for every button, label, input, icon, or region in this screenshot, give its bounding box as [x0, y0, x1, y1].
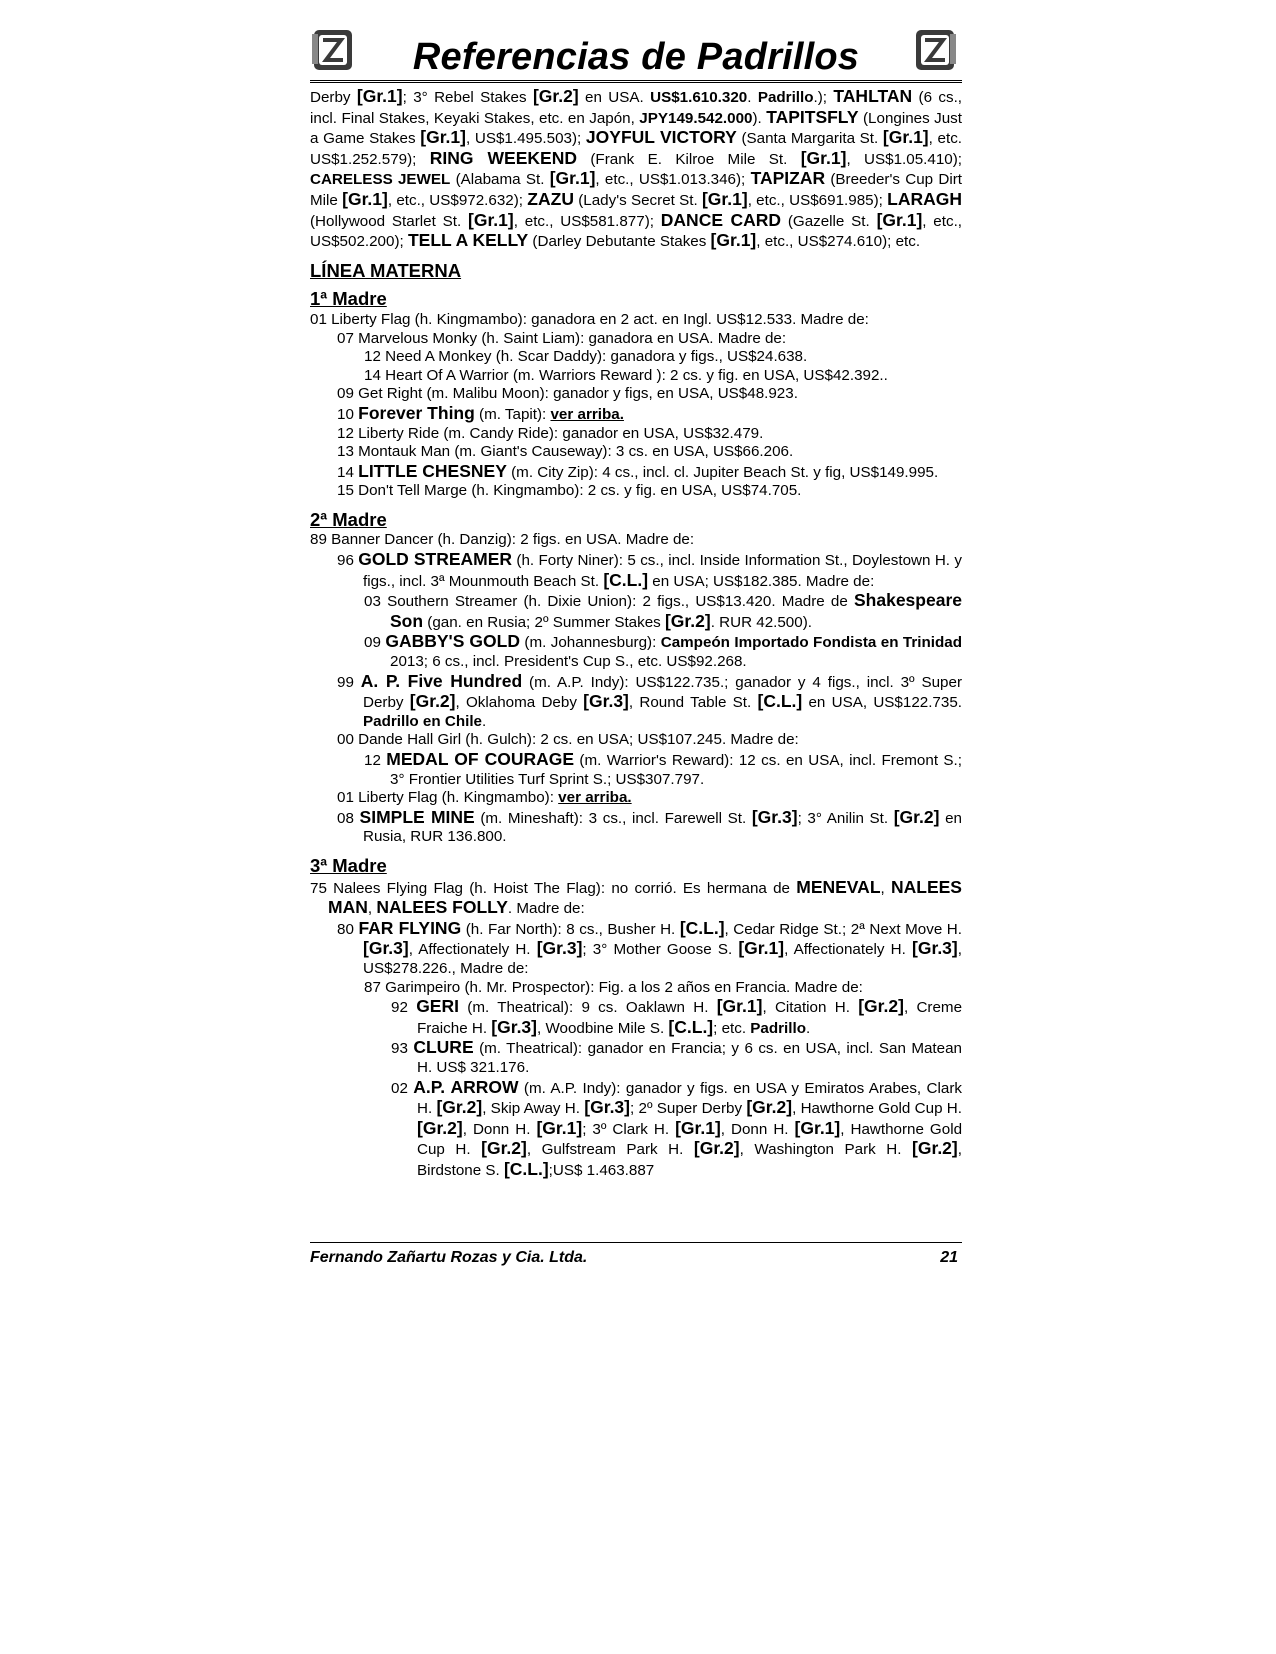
- pedigree-entry: 01 Liberty Flag (h. Kingmambo): ver arriba.: [337, 789, 632, 807]
- pedigree-entry: 12 Need A Monkey (h. Scar Daddy): ganadora y figs., US$24.638.: [364, 348, 808, 366]
- grade-label: [Gr.3]: [583, 691, 629, 712]
- grade-label: [C.L.]: [679, 917, 725, 938]
- horse-name: TAPITSFLY: [766, 106, 859, 127]
- pedigree-entry: 92 GERI (m. Theatrical): 9 cs. Oaklawn H. [Gr.1], Citation H. [Gr.2], Creme Fraiche H. [Gr.3], Woodbine Mile S. [C.L.]; etc. Padrillo.: [391, 996, 963, 1037]
- pedigree-entry: 02 A.P. ARROW (m. A.P. Indy): ganador y figs. en USA y Emiratos Arabes, Clark H. [Gr.2], Skip Away H. [Gr.3]; 2º Super Derby [Gr.2], Hawthorne Gold Cup H. [Gr.2], Donn H. [Gr.1]; 3º Clark H. [Gr.1], Donn H. [Gr.1], Hawthorne Gold Cup H. [Gr.2], Gulfstream Park H. [Gr.2], Washington Park H. [Gr.2], Birdstone S. [C.L.];US$ 1.463.887: [391, 1076, 963, 1179]
- pedigree-entry: 12 Liberty Ride (m. Candy Ride): ganador en USA, US$32.479.: [337, 424, 764, 442]
- madre-section-2: [310, 508, 962, 847]
- grade-label: [Gr.2]: [481, 1138, 527, 1159]
- madre-section-3: [310, 854, 963, 1181]
- grade-label: [Gr.3]: [491, 1016, 537, 1037]
- grade-label: [Gr.1]: [701, 188, 748, 209]
- entry-list: [310, 531, 962, 847]
- entry-list: [310, 311, 962, 501]
- madre-section-1: [310, 290, 962, 501]
- horse-name: GABBY'S GOLD: [385, 631, 520, 652]
- pedigree-entry: 14 LITTLE CHESNEY (m. City Zip): 4 cs., incl. cl. Jupiter Beach St. y fig, US$149.995.: [337, 460, 939, 481]
- grade-label: [Gr.1]: [675, 1117, 721, 1138]
- grade-label: [C.L.]: [757, 691, 803, 712]
- horse-name: Forever Thing: [358, 402, 475, 423]
- horse-name: LITTLE CHESNEY: [358, 460, 507, 481]
- grade-label: [Gr.2]: [664, 610, 711, 631]
- grade-label: [Gr.3]: [584, 1097, 630, 1118]
- grade-label: [Gr.2]: [693, 1138, 740, 1159]
- section-heading: 1ª Madre: [310, 288, 387, 310]
- horse-name: LARAGH: [887, 188, 962, 209]
- horse-name: MEDAL OF COURAGE: [386, 749, 575, 769]
- pedigree-entry: 14 Heart Of A Warrior (m. Warriors Reward ): 2 cs. y fig. en USA, US$42.392..: [364, 366, 888, 384]
- horse-name: A.P. ARROW: [413, 1076, 519, 1097]
- bold-text: Padrillo: [750, 1019, 806, 1037]
- intro-paragraph: Derby [Gr.1]; 3° Rebel Stakes [Gr.2] en USA. US$1.610.320. Padrillo.); TAHLTAN (6 cs., incl. Final Stakes, Keyaki Stakes, etc. en Japón, JPY149.542.000). TAPITSFLY (Longines Just a Game Stakes [Gr.1], US$1.495.503); JOYFUL VICTORY (Santa Margarita St. [Gr.1], etc. US$1.252.579); RING WEEKEND (Frank E. Kilroe Mile St. [Gr.1], US$1.05.410); CARELESS JEWEL (Alabama St. [Gr.1], etc., US$1.013.346); TAPIZAR (Breeder's Cup Dirt Mile [Gr.1], etc., US$972.632); ZAZU (Lady's Secret St. [Gr.1], etc., US$691.985); LARAGH (Hollywood Starlet St. [Gr.1], etc., US$581.877); DANCE CARD (Gazelle St. [Gr.1], etc., US$502.200); TELL A KELLY (Darley Debutante Stakes [Gr.1], etc., US$274.610); etc.: [310, 86, 963, 251]
- pedigree-entry: 09 GABBY'S GOLD (m. Johannesburg): Campeón Importado Fondista en Trinidad 2013; 6 cs., incl. President's Cup S., etc. US$92.268.: [364, 631, 962, 671]
- pedigree-entry: 08 SIMPLE MINE (m. Mineshaft): 3 cs., incl. Farewell St. [Gr.3]; 3° Anilin St. [Gr.2] en Rusia, RUR 136.800.: [337, 806, 962, 846]
- bold-text: CARELESS JEWEL: [310, 171, 451, 189]
- entry-list: [310, 878, 962, 1181]
- pedigree-entry: 10 Forever Thing (m. Tapit): ver arriba.: [337, 402, 624, 423]
- grade-label: [Gr.1]: [876, 209, 923, 230]
- horse-name: ZAZU: [527, 188, 574, 209]
- grade-label: [C.L.]: [603, 569, 649, 590]
- grade-label: [Gr.2]: [746, 1097, 793, 1118]
- document-page: [310, 22, 962, 1180]
- pedigree-entry: 96 GOLD STREAMER (h. Forty Niner): 5 cs., incl. Inside Information St., Doylestown H. y figs., incl. 3ª Mounmouth Beach St. [C.L.] en USA; US$182.385. Madre de:: [337, 549, 962, 590]
- grade-label: [Gr.1]: [356, 86, 403, 106]
- grade-label: [Gr.1]: [738, 938, 785, 959]
- grade-label: [Gr.2]: [912, 1138, 958, 1159]
- pedigree-entry: 09 Get Right (m. Malibu Moon): ganador y figs, en USA, US$48.923.: [337, 385, 798, 403]
- pedigree-entry: 80 FAR FLYING (h. Far North): 8 cs., Busher H. [C.L.], Cedar Ridge St.; 2ª Next Move H. [Gr.3], Affectionately H. [Gr.3]; 3° Mother Goose S. [Gr.1], Affectionately H. [Gr.3], US$278.226., Madre de:: [337, 917, 962, 977]
- cross-reference: ver arriba.: [550, 405, 624, 423]
- grade-label: [Gr.1]: [468, 209, 514, 230]
- horse-name: NALEES MAN: [328, 876, 962, 918]
- bold-text: US$1.610.320: [650, 89, 748, 106]
- bold-text: JPY149.542.000: [639, 109, 753, 127]
- bold-text: Campeón Importado Fondista en Trinidad: [660, 634, 962, 652]
- pedigree-entry: 75 Nalees Flying Flag (h. Hoist The Flag): no corrió. Es hermana de MENEVAL, NALEES MAN, NALEES FOLLY. Madre de:: [310, 876, 962, 918]
- grade-label: [Gr.3]: [363, 938, 409, 959]
- horse-name: TAPIZAR: [750, 168, 826, 189]
- horse-name: RING WEEKEND: [429, 147, 577, 168]
- section-heading: 3ª Madre: [310, 854, 387, 876]
- pedigree-entry: 03 Southern Streamer (h. Dixie Union): 2 figs., US$13.420. Madre de Shakespeare Son (gan. en Rusia; 2º Summer Stakes [Gr.2]. RUR 42.500).: [364, 590, 962, 631]
- horse-name: CLURE: [413, 1037, 474, 1058]
- bold-text: Padrillo: [757, 89, 814, 106]
- grade-label: [Gr.1]: [342, 188, 388, 209]
- grade-label: [C.L.]: [503, 1158, 549, 1179]
- horse-name: GOLD STREAMER: [358, 549, 513, 570]
- horse-name: TELL A KELLY: [407, 230, 529, 251]
- grade-label: [Gr.2]: [417, 1117, 463, 1138]
- grade-label: [Gr.2]: [532, 86, 579, 106]
- grade-label: [C.L.]: [668, 1016, 714, 1037]
- horse-name: SIMPLE MINE: [359, 806, 475, 827]
- horse-name: MENEVAL: [796, 876, 881, 897]
- grade-label: [Gr.1]: [800, 147, 847, 168]
- grade-label: [Gr.1]: [710, 230, 757, 251]
- grade-label: [Gr.3]: [751, 806, 798, 827]
- horse-name: A. P. Five Hundred: [360, 670, 523, 691]
- grade-label: [Gr.3]: [536, 938, 583, 959]
- pedigree-entry: 13 Montauk Man (m. Giant's Causeway): 3 cs. en USA, US$66.206.: [337, 443, 794, 461]
- page-content: [310, 87, 962, 1180]
- horse-name: NALEES FOLLY: [376, 897, 508, 918]
- horse-name: FAR FLYING: [358, 917, 462, 938]
- horse-name: DANCE CARD: [660, 209, 782, 230]
- grade-label: [Gr.1]: [549, 168, 596, 189]
- page-title: Referencias de Padrillos: [412, 36, 860, 78]
- horse-name: JOYFUL VICTORY: [585, 127, 737, 148]
- pedigree-entry: 99 A. P. Five Hundred (m. A.P. Indy): US$122.735.; ganador y 4 figs., incl. 3º Super Derby [Gr.2], Oklahoma Deby [Gr.3], Round Table St. [C.L.] en USA, US$122.735. Padrillo en Chile.: [337, 670, 962, 730]
- bold-text: Padrillo en Chile: [363, 712, 482, 730]
- section-heading: 2ª Madre: [310, 508, 387, 530]
- page-footer: [310, 1242, 962, 1267]
- pedigree-entry: 12 MEDAL OF COURAGE (m. Warrior's Reward): 12 cs. en USA, incl. Fremont S.; 3° Frontier Utilities Turf Sprint S.; US$307.797.: [364, 749, 962, 788]
- grade-label: [Gr.1]: [882, 127, 929, 148]
- grade-label: [Gr.3]: [912, 938, 958, 959]
- pedigree-entry: 07 Marvelous Monky (h. Saint Liam): ganadora en USA. Madre de:: [337, 329, 787, 347]
- page-number: 21: [940, 1249, 958, 1266]
- pedigree-entry: 15 Don't Tell Marge (h. Kingmambo): 2 cs. y fig. en USA, US$74.705.: [337, 482, 802, 500]
- pedigree-entry: 89 Banner Dancer (h. Danzig): 2 figs. en USA. Madre de:: [310, 531, 695, 549]
- cross-reference: ver arriba.: [558, 789, 632, 807]
- grade-label: [Gr.1]: [716, 996, 763, 1017]
- horse-name: Shakespeare Son: [390, 590, 962, 631]
- pedigree-entry: 93 CLURE (m. Theatrical): ganador en Francia; y 6 cs. en USA, incl. San Matean H. US$ 321.176.: [391, 1037, 962, 1076]
- horse-name: TAHLTAN: [833, 86, 913, 106]
- grade-label: [Gr.2]: [436, 1097, 483, 1118]
- grade-label: [Gr.1]: [794, 1117, 841, 1138]
- footer-company: Fernando Zañartu Rozas y Cia. Ltda.: [310, 1249, 588, 1266]
- horse-name: GERI: [416, 996, 459, 1017]
- pedigree-entry: 87 Garimpeiro (h. Mr. Prospector): Fig. a los 2 años en Francia. Madre de:: [364, 978, 863, 996]
- grade-label: [Gr.2]: [858, 996, 904, 1017]
- grade-label: [Gr.2]: [409, 691, 456, 712]
- grade-label: [Gr.1]: [536, 1117, 583, 1138]
- pedigree-entry: 00 Dande Hall Girl (h. Gulch): 2 cs. en USA; US$107.245. Madre de:: [337, 731, 799, 749]
- pedigree-entry: 01 Liberty Flag (h. Kingmambo): ganadora en 2 act. en Ingl. US$12.533. Madre de:: [310, 310, 869, 328]
- page-header: [310, 22, 962, 83]
- linea-materna-heading: LÍNEA MATERNA: [310, 259, 462, 281]
- brand-logo-icon: [912, 26, 958, 74]
- grade-label: [Gr.1]: [420, 127, 466, 148]
- grade-label: [Gr.2]: [893, 806, 940, 827]
